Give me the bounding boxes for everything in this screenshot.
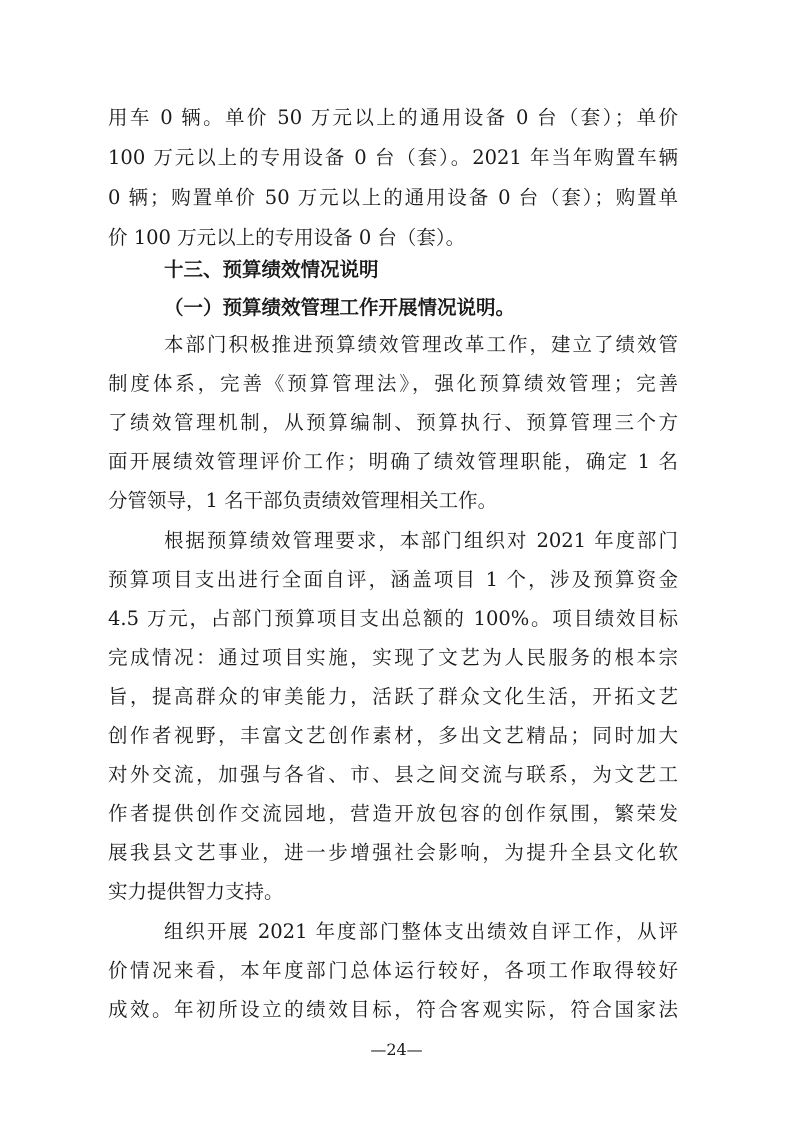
paragraph-line: 100 万元以上的专用设备 0 台（套）。2021 年当年购置车辆 xyxy=(108,146,678,169)
paragraph-line: 根据预算绩效管理要求，本部门组织对 2021 年度部门 xyxy=(164,529,678,552)
paragraph-line: 组织开展 2021 年度部门整体支出绩效自评工作，从评 xyxy=(164,920,678,943)
paragraph-line: 面开展绩效管理评价工作；明确了绩效管理职能，确定 1 名 xyxy=(108,450,678,473)
paragraph-line: 实力提供智力支持。 xyxy=(108,880,284,903)
paragraph-line: 0 辆；购置单价 50 万元以上的通用设备 0 台（套）；购置单 xyxy=(108,186,678,209)
paragraph-line: 价 100 万元以上的专用设备 0 台（套）。 xyxy=(108,226,466,249)
paragraph-line: 了绩效管理机制，从预算编制、预算执行、预算管理三个方 xyxy=(108,411,678,434)
paragraph-line: 本部门积极推进预算绩效管理改革工作，建立了绩效管 xyxy=(164,333,678,356)
paragraph-line: 预算项目支出进行全面自评，涵盖项目 1 个，涉及预算资金 xyxy=(108,568,678,591)
subsection-heading: （一）预算绩效管理工作开展情况说明。 xyxy=(164,296,516,319)
paragraph-line: 旨，提高群众的审美能力，活跃了群众文化生活，开拓文艺 xyxy=(108,685,678,708)
paragraph-line: 4.5 万元，占部门预算项目支出总额的 100%。项目绩效目标 xyxy=(108,607,678,630)
paragraph-line: 作者提供创作交流园地，营造开放包容的创作氛围，繁荣发 xyxy=(108,802,678,825)
paragraph-line: 分管领导，1 名干部负责绩效管理相关工作。 xyxy=(108,489,498,512)
paragraph-line: 创作者视野，丰富文艺创作素材，多出文艺精品；同时加大 xyxy=(108,724,678,747)
paragraph-line: 对外交流，加强与各省、市、县之间交流与联系，为文艺工 xyxy=(108,763,678,786)
paragraph-line: 制度体系，完善《预算管理法》，强化预算绩效管理；完善 xyxy=(108,372,678,395)
paragraph-line: 成效。年初所设立的绩效目标，符合客观实际，符合国家法 xyxy=(108,998,678,1021)
paragraph-line: 价情况来看，本年度部门总体运行较好，各项工作取得较好 xyxy=(108,959,678,982)
paragraph-line: 完成情况：通过项目实施，实现了文艺为人民服务的根本宗 xyxy=(108,646,678,669)
paragraph-line: 展我县文艺事业，进一步增强社会影响，为提升全县文化软 xyxy=(108,841,678,864)
paragraph-line: 用车 0 辆。单价 50 万元以上的通用设备 0 台（套）；单价 xyxy=(108,106,678,129)
section-heading: 十三、预算绩效情况说明 xyxy=(164,258,379,281)
page-number: —24— xyxy=(370,1040,423,1059)
